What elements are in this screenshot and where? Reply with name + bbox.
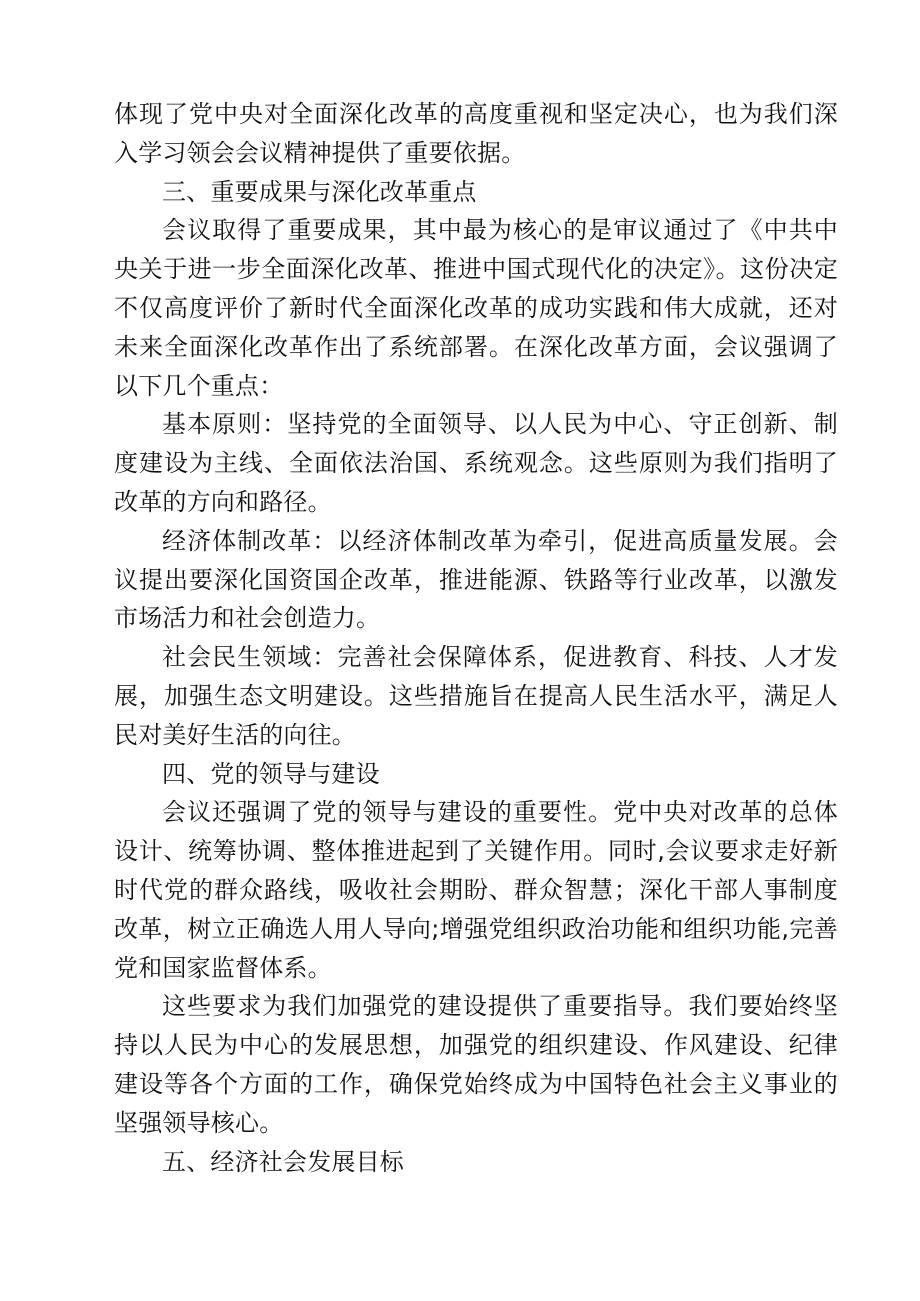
section-heading-5: 五、经济社会发展目标 (162, 1147, 404, 1176)
paragraph-party-building: 这些要求为我们加强党的建设提供了重要指导。我们要始终坚持以人民为中心的发展思想，加强党的组织建设、作风建设、纪律建设等各个方面的工作，确保党始终成为中国特色社会主义事业的坚强领导核心。 (114, 992, 838, 1137)
paragraph-intro: 体现了党中央对全面深化改革的高度重视和坚定决心，也为我们深入学习领会会议精神提供了重要依据。 (114, 100, 838, 167)
paragraph-social-livelihood: 社会民生领域：完善社会保障体系，促进教育、科技、人才发展，加强生态文明建设。这些措施旨在提高人民生活水平，满足人民对美好生活的向往。 (114, 643, 838, 749)
section-heading-4: 四、党的领导与建设 (162, 759, 380, 788)
paragraph-basic-principles: 基本原则：坚持党的全面领导、以人民为中心、守正创新、制度建设为主线、全面依法治国、系统观念。这些原则为我们指明了改革的方向和路径。 (114, 410, 838, 516)
document-body (114, 95, 838, 1181)
paragraph-key-results: 会议取得了重要成果，其中最为核心的是审议通过了《中共中央关于进一步全面深化改革、推进中国式现代化的决定》。这份决定不仅高度评价了新时代全面深化改革的成功实践和伟大成就，还对未来全面深化改革作出了系统部署。在深化改革方面，会议强调了以下几个重点： (114, 216, 838, 400)
section-heading-3: 三、重要成果与深化改革重点 (162, 177, 477, 206)
paragraph-party-leadership: 会议还强调了党的领导与建设的重要性。党中央对改革的总体设计、统筹协调、整体推进起到了关键作用。同时,会议要求走好新时代党的群众路线，吸收社会期盼、群众智慧；深化干部人事制度改革，树立正确选人用人导向;增强党组织政治功能和组织功能,完善党和国家监督体系。 (114, 798, 838, 982)
paragraph-economic-reform: 经济体制改革：以经济体制改革为牵引，促进高质量发展。会议提出要深化国资国企改革，推进能源、铁路等行业改革，以激发市场活力和社会创造力。 (114, 526, 838, 633)
